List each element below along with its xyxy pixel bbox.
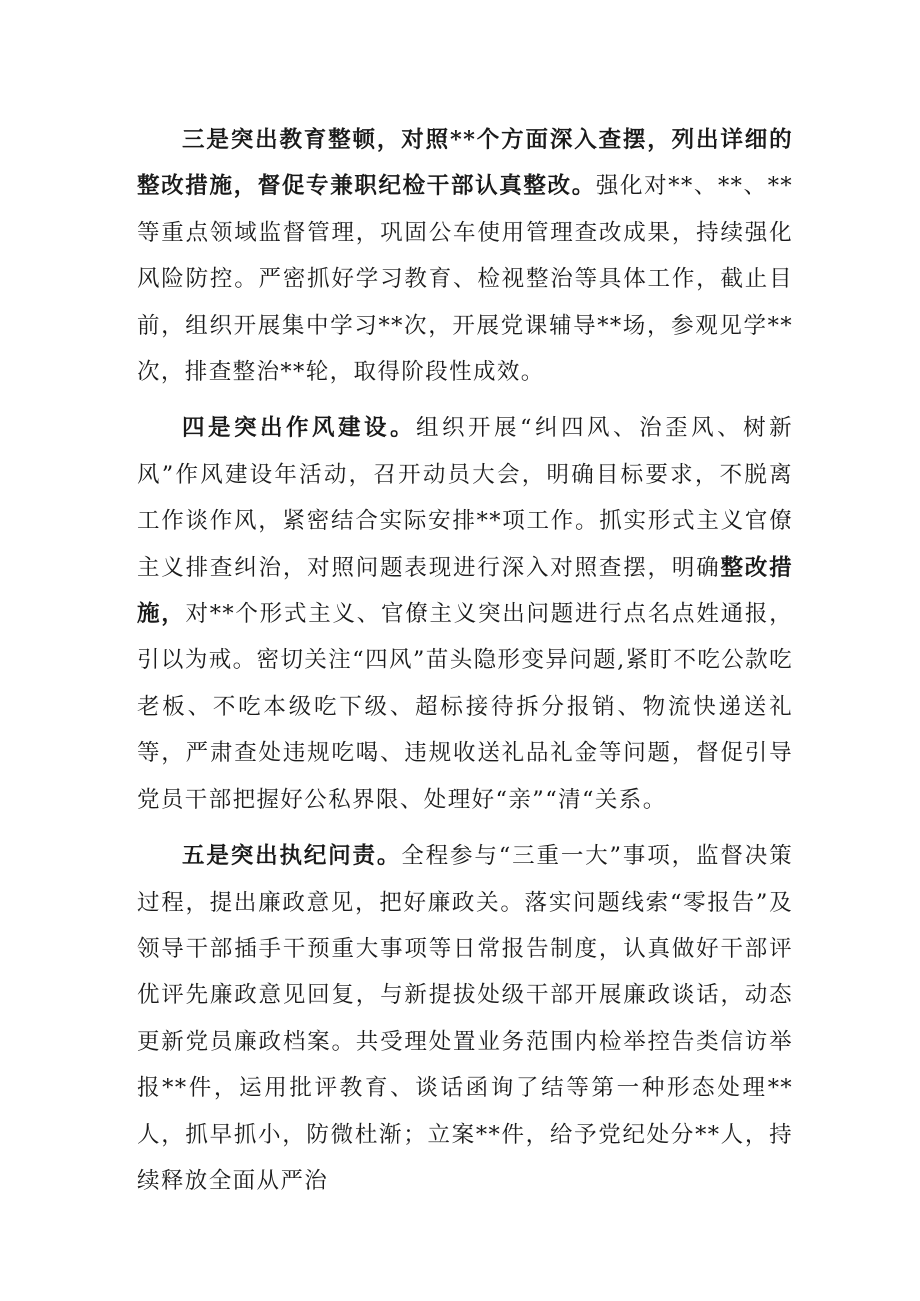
paragraph-text: 全程参与“三重一大”事项，监督决策过程，提出廉政意见，把好廉政关。落实问题线索“零报告”及领导干部插手干预重大事项等日常报告制度，认真做好干部评优评先廉政意见回复，与新提拔处级干部开展廉政谈话，动态更新党员廉政档案。共受理处置业务范围内检举控告类信访举报**件，运用批评教育、谈话函询了结等第一种形态处理**人，抓早抓小，防微杜渐；立案**件，给予党纪处分**人，持续释放全面从严治: [137, 843, 793, 1194]
paragraph-text: 组织开展“纠四风、治歪风、树新风”作风建设年活动，召开动员大会，明确目标要求，不脱离工作谈作风，紧密结合实际安排**项工作。抓实形式主义官僚主义排查纠治，对照问题表现进行深入对照查摆，明确: [137, 415, 793, 581]
paragraph-heading: 五是突出执纪问责。: [182, 843, 402, 870]
paragraph-heading: 四是突出作风建设。: [182, 415, 417, 442]
paragraph-4-work-style: [137, 405, 793, 823]
paragraph-5-discipline-accountability: [137, 833, 793, 1204]
paragraph-text: 强化对**、**、**等重点领域监督管理，巩固公车使用管理查改成果，持续强化风险防控。严密抓好学习教育、检视整治等具体工作，截止目前，组织开展集中学习**次，开展党课辅导**场，参观见学**次，排查整治**轮，取得阶段性成效。: [137, 173, 793, 386]
paragraph-heading: 三是突出教育整顿，对照**个方面深入查摆，列出详细的整改措施，督促专兼职纪检干部认真整改。: [137, 127, 793, 200]
document-body: [137, 117, 793, 1204]
paragraph-3-education-rectification: [137, 117, 793, 395]
paragraph-emphasis: 整改措施，: [137, 554, 793, 628]
paragraph-text: 对**个形式主义、官僚主义突出问题进行点名点姓通报，引以为戒。密切关注“四风”苗头隐形变异问题,紧盯不吃公款吃老板、不吃本级吃下级、超标接待拆分报销、物流快递送礼等，严肃查处违规吃喝、违规收送礼品礼金等问题，督促引导党员干部把握好公私界限、处理好“亲”“清“关系。: [137, 601, 793, 813]
